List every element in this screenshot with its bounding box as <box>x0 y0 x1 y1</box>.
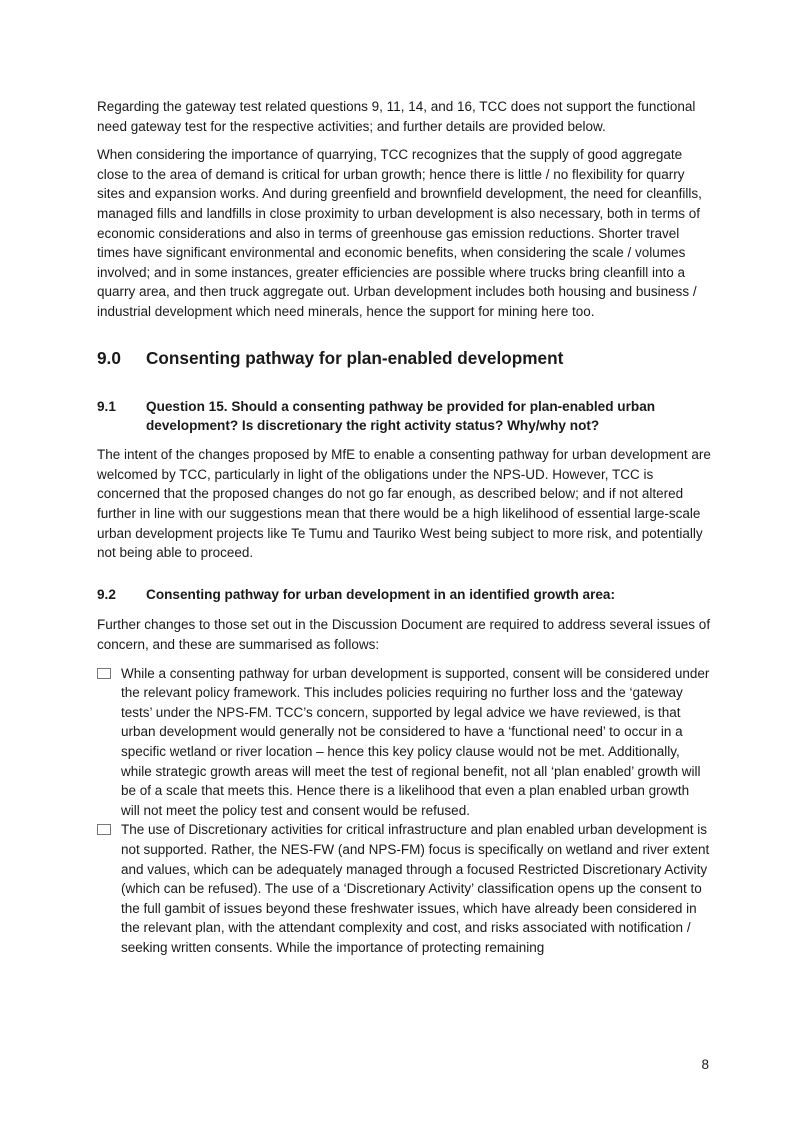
section-heading <box>97 347 711 369</box>
bullet-box-icon <box>97 668 111 679</box>
list-item-text: The use of Discretionary activities for critical infrastructure and plan enabled urban development is not supported. Rather, the NES-FW (and NPS-FM) focus is specifically on wetland and river extent and values, which can be adequately managed through a focused Restricted Discretionary Activity (which can be refused). The use of a ‘Discretionary Activity’ classification opens up the consent to the full gambit of issues beyond these freshwater issues, which have already been considered in the relevant plan, with the attendant complexity and cost, and risks associated with notification / seeking written consents. While the importance of protecting remaining <box>121 822 710 955</box>
paragraph-quarrying: When considering the importance of quarrying, TCC recognizes that the supply of good aggregate close to the area of demand is critical for urban growth; hence there is little / no flexibility for quarry sites and expansion works. And during greenfield and brownfield development, the need for cleanfills, managed fills and landfills in close proximity to urban development is also necessary, both in terms of economic considerations and also in terms of greenhouse gas emission reductions. Shorter travel times have significant environmental and economic benefits, when considering the scale / volumes involved; and in some instances, greater efficiencies are possible where trucks bring cleanfill into a quarry area, and then truck aggregate out. Urban development includes both housing and business / industrial development which need minerals, hence the support for mining here too. <box>97 147 702 319</box>
paragraph-gateway-test: Regarding the gateway test related questions 9, 11, 14, and 16, TCC does not support the functional need gateway test for the respective activities; and further details are provided below. <box>97 99 696 134</box>
issue-list <box>97 664 711 958</box>
paragraph-intent: The intent of the changes proposed by MfE to enable a consenting pathway for urban development are welcomed by TCC, particularly in light of the obligations under the NPS-UD. However, TCC is concerned that the proposed changes do not go far enough, as described below; and if not altered further in line with our suggestions mean that there would be a high likelihood of essential large-scale urban development projects like Te Tumu and Tauriko West being subject to more risk, and potentially not being able to proceed. <box>97 447 711 561</box>
page-number: 8 <box>701 1057 709 1072</box>
list-item <box>97 820 711 957</box>
bullet-box-icon <box>97 824 111 835</box>
list-item-text: While a consenting pathway for urban development is supported, consent will be considered under the relevant policy framework. This includes policies requiring no further loss and the ‘gateway tests’ under the NPS-FM. TCC’s concern, supported by legal advice we have reviewed, is that urban development would generally not be considered to have a ‘functional need’ to occur in a specific wetland or river location – hence this key policy clause would not be met. Additionally, while strategic growth areas will meet the test of regional benefit, not all ‘plan enabled’ growth will be of a scale that meets this. Hence there is a likelihood that even a plan enabled urban growth will not meet the policy test and consent would be refused. <box>121 665 710 818</box>
section-title: Consenting pathway for plan-enabled development <box>146 347 564 368</box>
subsection-title: Consenting pathway for urban development in an identified growth area: <box>146 586 616 602</box>
subsection-number: 9.1 <box>97 398 116 414</box>
subsection-heading-9-2 <box>97 585 711 605</box>
subsection-heading-9-1 <box>97 397 711 437</box>
section-number: 9.0 <box>97 347 121 368</box>
subsection-title: Question 15. Should a consenting pathway be provided for plan-enabled urban development? Is discretionary the right activity status? Why/why not? <box>146 398 656 434</box>
subsection-number: 9.2 <box>97 586 116 602</box>
document-page <box>97 97 711 958</box>
list-item <box>97 664 711 821</box>
paragraph-further-changes: Further changes to those set out in the Discussion Document are required to address several issues of concern, and these are summarised as follows: <box>97 617 711 653</box>
